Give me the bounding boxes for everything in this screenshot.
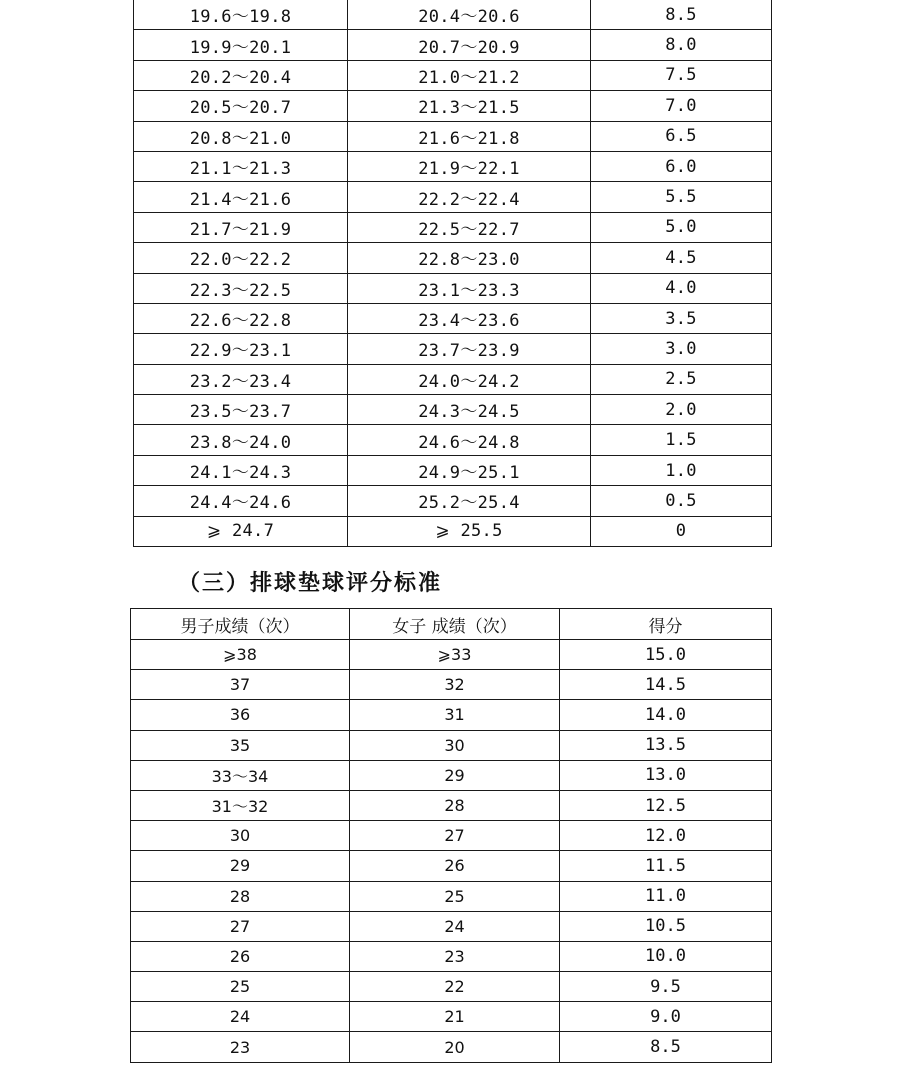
- male-score-cell: 25: [131, 972, 350, 1002]
- female-score-cell: 23.1～23.3: [348, 273, 591, 303]
- female-score-cell: 28: [350, 790, 560, 820]
- table-row: [134, 395, 772, 425]
- table-row: [134, 0, 772, 30]
- table-row: [134, 151, 772, 181]
- table-row: [134, 334, 772, 364]
- female-score-cell: 21.0～21.2: [348, 60, 591, 90]
- points-cell: 3.0: [591, 334, 772, 364]
- male-score-cell: 35: [131, 730, 350, 760]
- female-score-cell: 23: [350, 941, 560, 971]
- table-row: [131, 1002, 772, 1032]
- table-row: [134, 516, 772, 546]
- female-score-cell: 24.6～24.8: [348, 425, 591, 455]
- points-cell: 6.0: [591, 151, 772, 181]
- table-row: [131, 730, 772, 760]
- male-score-cell: 21.7～21.9: [134, 212, 348, 242]
- table-row: [134, 182, 772, 212]
- female-score-cell: 25: [350, 881, 560, 911]
- points-cell: 15.0: [560, 640, 772, 670]
- male-score-cell: 19.9～20.1: [134, 30, 348, 60]
- table-row: [134, 364, 772, 394]
- points-cell: 5.0: [591, 212, 772, 242]
- female-score-cell: 21.3～21.5: [348, 91, 591, 121]
- female-score-cell: 24.0～24.2: [348, 364, 591, 394]
- female-score-cell: 22: [350, 972, 560, 1002]
- male-score-cell: 23.5～23.7: [134, 395, 348, 425]
- section-heading: （三）排球垫球评分标准: [178, 570, 443, 596]
- volleyball-score-table: [130, 608, 772, 1063]
- table-row: [131, 851, 772, 881]
- female-score-cell: 21.9～22.1: [348, 151, 591, 181]
- male-score-cell: 28: [131, 881, 350, 911]
- female-score-cell: 21.6～21.8: [348, 121, 591, 151]
- female-score-cell: 24.9～25.1: [348, 455, 591, 485]
- points-cell: 13.5: [560, 730, 772, 760]
- male-score-cell: 20.5～20.7: [134, 91, 348, 121]
- male-score-cell: 22.6～22.8: [134, 303, 348, 333]
- male-score-cell: 30: [131, 821, 350, 851]
- female-score-cell: 23.4～23.6: [348, 303, 591, 333]
- female-score-cell: 24.3～24.5: [348, 395, 591, 425]
- female-score-cell: 22.5～22.7: [348, 212, 591, 242]
- male-score-cell: 27: [131, 911, 350, 941]
- male-score-cell: 22.9～23.1: [134, 334, 348, 364]
- table-row: [134, 121, 772, 151]
- male-score-cell: 29: [131, 851, 350, 881]
- female-score-cell: 22.2～22.4: [348, 182, 591, 212]
- table-row: [131, 640, 772, 670]
- table-row: [134, 60, 772, 90]
- points-cell: 11.0: [560, 881, 772, 911]
- female-score-cell: 29: [350, 760, 560, 790]
- female-score-cell: 21: [350, 1002, 560, 1032]
- female-score-cell: ⩾ 25.5: [348, 516, 591, 546]
- table-row: [131, 790, 772, 820]
- male-score-cell: 23: [131, 1032, 350, 1062]
- table-row: [131, 972, 772, 1002]
- run-score-table-body: [134, 0, 772, 547]
- table-row: [134, 303, 772, 333]
- points-cell: 12.5: [560, 790, 772, 820]
- points-cell: 5.5: [591, 182, 772, 212]
- male-score-cell: ⩾ 24.7: [134, 516, 348, 546]
- male-score-cell: 24.1～24.3: [134, 455, 348, 485]
- table-row: [131, 911, 772, 941]
- points-cell: 10.0: [560, 941, 772, 971]
- points-cell: 13.0: [560, 760, 772, 790]
- table-row: [134, 486, 772, 516]
- run-score-table: [133, 0, 772, 547]
- male-score-cell: 24: [131, 1002, 350, 1032]
- volleyball-score-table-body: [131, 640, 772, 1063]
- points-cell: 8.0: [591, 30, 772, 60]
- points-cell: 0.5: [591, 486, 772, 516]
- female-score-cell: 30: [350, 730, 560, 760]
- table-row: [134, 455, 772, 485]
- header-female-score: 女子 成绩（次）: [350, 609, 560, 640]
- table-row: [131, 670, 772, 700]
- points-cell: 14.5: [560, 670, 772, 700]
- male-score-cell: 36: [131, 700, 350, 730]
- table-row: [131, 700, 772, 730]
- points-cell: 7.0: [591, 91, 772, 121]
- points-cell: 8.5: [560, 1032, 772, 1062]
- female-score-cell: 20.4～20.6: [348, 0, 591, 30]
- male-score-cell: 33～34: [131, 760, 350, 790]
- female-score-cell: 25.2～25.4: [348, 486, 591, 516]
- male-score-cell: 26: [131, 941, 350, 971]
- male-score-cell: 20.2～20.4: [134, 60, 348, 90]
- female-score-cell: 20: [350, 1032, 560, 1062]
- table-row: [134, 273, 772, 303]
- male-score-cell: 22.0～22.2: [134, 243, 348, 273]
- female-score-cell: 27: [350, 821, 560, 851]
- female-score-cell: 24: [350, 911, 560, 941]
- male-score-cell: 20.8～21.0: [134, 121, 348, 151]
- female-score-cell: 20.7～20.9: [348, 30, 591, 60]
- table-row: [134, 212, 772, 242]
- female-score-cell: 23.7～23.9: [348, 334, 591, 364]
- points-cell: 2.5: [591, 364, 772, 394]
- points-cell: 12.0: [560, 821, 772, 851]
- points-cell: 9.5: [560, 972, 772, 1002]
- table-row: [134, 91, 772, 121]
- female-score-cell: 26: [350, 851, 560, 881]
- points-cell: 8.5: [591, 0, 772, 30]
- female-score-cell: 32: [350, 670, 560, 700]
- points-cell: 4.5: [591, 243, 772, 273]
- male-score-cell: 24.4～24.6: [134, 486, 348, 516]
- male-score-cell: 21.4～21.6: [134, 182, 348, 212]
- points-cell: 2.0: [591, 395, 772, 425]
- points-cell: 6.5: [591, 121, 772, 151]
- table-row: [131, 1032, 772, 1062]
- male-score-cell: 23.8～24.0: [134, 425, 348, 455]
- male-score-cell: 22.3～22.5: [134, 273, 348, 303]
- male-score-cell: 31～32: [131, 790, 350, 820]
- male-score-cell: 21.1～21.3: [134, 151, 348, 181]
- points-cell: 11.5: [560, 851, 772, 881]
- points-cell: 4.0: [591, 273, 772, 303]
- female-score-cell: 31: [350, 700, 560, 730]
- table-row: [131, 881, 772, 911]
- points-cell: 0: [591, 516, 772, 546]
- points-cell: 1.5: [591, 425, 772, 455]
- points-cell: 10.5: [560, 911, 772, 941]
- male-score-cell: 19.6～19.8: [134, 0, 348, 30]
- points-cell: 1.0: [591, 455, 772, 485]
- table-row: [134, 425, 772, 455]
- points-cell: 3.5: [591, 303, 772, 333]
- header-male-score: 男子成绩（次）: [131, 609, 350, 640]
- female-score-cell: 22.8～23.0: [348, 243, 591, 273]
- table-row: [131, 821, 772, 851]
- table-header-row: [131, 609, 772, 640]
- points-cell: 9.0: [560, 1002, 772, 1032]
- male-score-cell: 23.2～23.4: [134, 364, 348, 394]
- male-score-cell: 37: [131, 670, 350, 700]
- points-cell: 14.0: [560, 700, 772, 730]
- table-row: [134, 243, 772, 273]
- table-row: [134, 30, 772, 60]
- header-points: 得分: [560, 609, 772, 640]
- male-score-cell: ⩾38: [131, 640, 350, 670]
- table-row: [131, 941, 772, 971]
- female-score-cell: ⩾33: [350, 640, 560, 670]
- points-cell: 7.5: [591, 60, 772, 90]
- table-row: [131, 760, 772, 790]
